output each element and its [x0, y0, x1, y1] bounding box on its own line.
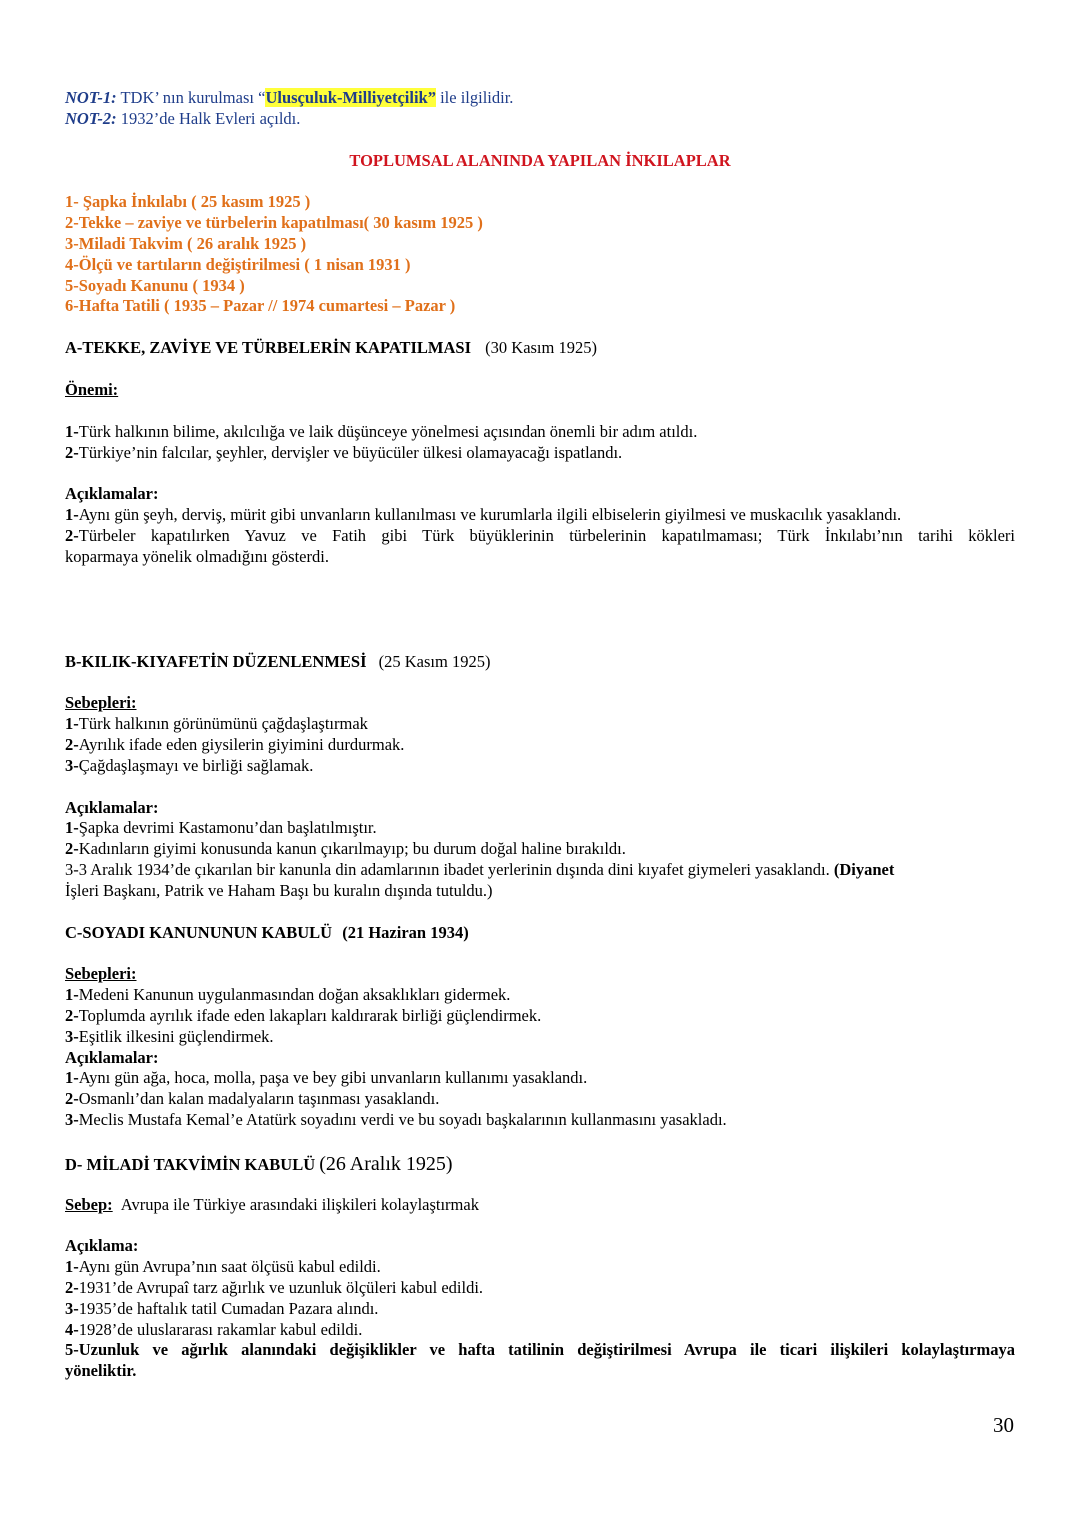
section-a-onem-label: Önemi:: [65, 379, 119, 399]
reform-item: 6-Hafta Tatili ( 1935 – Pazar // 1974 cumartesi – Pazar ): [65, 296, 456, 316]
list-item: 2-Toplumda ayrılık ifade eden lakapları kaldırarak birliği güçlendirmek.: [65, 1005, 542, 1025]
reform-list: [65, 192, 1015, 317]
list-item-continued: koparmaya yönelik olmadığını gösterdi.: [65, 546, 329, 566]
section-a-heading: [65, 338, 1015, 359]
list-item: 2-Ayrılık ifade eden giysilerin giyimini durdurmak.: [65, 734, 405, 754]
note-2: [65, 109, 1015, 130]
section-b-heading: [65, 652, 1015, 673]
list-item: 3-1935’de haftalık tatil Cumadan Pazara alındı.: [65, 1298, 379, 1318]
section-c-title: C-SOYADI KANUNUNUN KABULÜ: [65, 922, 333, 942]
list-item: 1-Aynı gün şeyh, derviş, mürit gibi unvanların kullanılması ve kurumlarla ilgili elbiselerin giyilmesi ve muskacılık yasaklandı.: [65, 505, 902, 525]
list-item: 3-Eşitlik ilkesini güçlendirmek.: [65, 1026, 274, 1046]
section-b-title: B-KILIK-KIYAFETİN DÜZENLENMESİ: [65, 651, 367, 671]
section-d-sebep: [65, 1195, 1015, 1216]
section-c-heading: [65, 923, 1015, 944]
note-1: [65, 88, 1015, 109]
reform-item: 5-Soyadı Kanunu ( 1934 ): [65, 275, 245, 295]
section-c-date: (21 Haziran 1934): [342, 922, 469, 942]
note-1-post: ile ilgilidir.: [435, 88, 514, 107]
page-number: 30: [993, 1413, 1014, 1437]
section-d-sebep-text: Avrupa ile Türkiye arasındaki ilişkileri kolaylaştırmak: [120, 1194, 479, 1214]
note-2-label: NOT-2:: [65, 108, 117, 128]
section-b-sebep-label: Sebepleri:: [65, 693, 137, 713]
note-1-highlight: Ulusçuluk-Milliyetçilik”: [265, 88, 436, 107]
list-item: 3-3 Aralık 1934’de çıkarılan bir kanunla din adamlarının ibadet yerlerinin dışında dini kıyafet giymeleri yasaklandı. (Diyanet: [65, 859, 895, 879]
list-item: 3-Çağdaşlaşmayı ve birliği sağlamak.: [65, 755, 314, 775]
note-1-label: NOT-1:: [65, 88, 117, 107]
section-d-date: (26 Aralık 1925): [319, 1152, 453, 1175]
reform-item: 4-Ölçü ve tartıların değiştirilmesi ( 1 nisan 1931 ): [65, 254, 411, 274]
list-item: 4-1928’de uluslararası rakamlar kabul edildi.: [65, 1319, 363, 1339]
list-item: 1-Medeni Kanunun uygulanmasından doğan aksaklıkları gidermek.: [65, 985, 511, 1005]
section-b-aciklama-label: Açıklamalar:: [65, 797, 159, 817]
list-item: 1-Aynı gün Avrupa’nın saat ölçüsü kabul edildi.: [65, 1257, 381, 1277]
section-d-title: D- MİLADİ TAKVİMİN KABULÜ: [65, 1154, 316, 1174]
list-item: 1-Şapka devrimi Kastamonu’dan başlatılmıştır.: [65, 818, 377, 838]
reform-item: 2-Tekke – zaviye ve türbelerin kapatılması( 30 kasım 1925 ): [65, 213, 483, 233]
section-c-sebep-label: Sebepleri:: [65, 964, 137, 984]
list-item: 2-Türkiye’nin falcılar, şeyhler, dervişler ve büyücüler ülkesi olamayacağı ispatlandı.: [65, 442, 623, 462]
list-item-continued: yöneliktir.: [65, 1361, 137, 1381]
list-item: 2-1931’de Avrupaî tarz ağırlık ve uzunluk ölçüleri kabul edildi.: [65, 1278, 484, 1298]
list-item: 2-Kadınların giyimi konusunda kanun çıkarılmayıp; bu durum doğal haline bırakıldı.: [65, 839, 626, 859]
list-item: 1-Türk halkının görünümünü çağdaşlaştırmak: [65, 714, 368, 734]
note-1-pre: TDK’ nın kurulması “: [120, 88, 266, 107]
list-item: 3-Meclis Mustafa Kemal’e Atatürk soyadını verdi ve bu soyadı başkalarının kullanmasını yasakladı.: [65, 1109, 727, 1129]
note-2-text: 1932’de Halk Evleri açıldı.: [120, 108, 301, 128]
reform-item: 3-Miladi Takvim ( 26 aralık 1925 ): [65, 233, 307, 253]
list-item: 1-Türk halkının bilime, akılcılığa ve laik düşünceye yönelmesi açısından önemli bir adım atıldı.: [65, 421, 698, 441]
main-title: TOPLUMSAL ALANINDA YAPILAN İNKILAPLAR: [349, 150, 731, 170]
section-a-date: (30 Kasım 1925): [485, 338, 597, 358]
reform-item: 1- Şapka İnkılabı ( 25 kasım 1925 ): [65, 192, 311, 212]
section-b-date: (25 Kasım 1925): [378, 651, 491, 671]
section-d-heading: [65, 1152, 1015, 1177]
list-item: 2-Türbeler kapatılırken Yavuz ve Fatih gibi Türk büyüklerinin türbelerinin kapatılmaması; Türk İnkılabı’nın tarihi kökleri: [65, 525, 1015, 545]
section-a-aciklama-label: Açıklamalar:: [65, 484, 159, 504]
section-c-aciklama-label: Açıklamalar:: [65, 1047, 159, 1067]
section-a-title: A-TEKKE, ZAVİYE VE TÜRBELERİN KAPATILMASI: [65, 338, 472, 358]
list-item-continued: İşleri Başkanı, Patrik ve Haham Başı bu kuralın dışında tutuldu.): [65, 880, 493, 900]
list-item: 1-Aynı gün ağa, hoca, molla, paşa ve bey gibi unvanların kullanımı yasaklandı.: [65, 1068, 588, 1088]
list-item: 2-Osmanlı’dan kalan madalyaların taşınması yasaklandı.: [65, 1089, 440, 1109]
section-d-sebep-label: Sebep:: [65, 1194, 113, 1214]
list-item: 5-Uzunluk ve ağırlık alanındaki değişiklikler ve hafta tatilinin değiştirilmesi Avrupa ile ticari ilişkileri kolaylaştırmaya: [65, 1340, 1015, 1360]
document-page: [65, 88, 1015, 1382]
section-d-aciklama-label: Açıklama:: [65, 1236, 139, 1256]
